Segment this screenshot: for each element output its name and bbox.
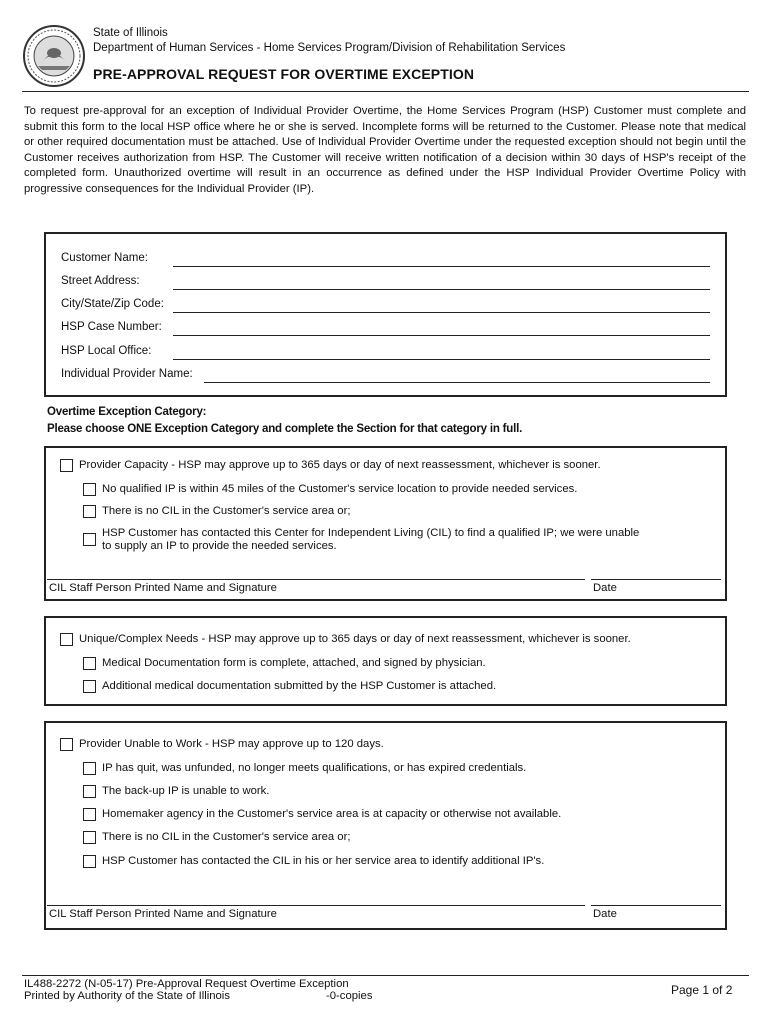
homemaker-agency-label: Homemaker agency in the Customer's service area is at capacity or otherwise not available. [102, 808, 562, 820]
no-cil-area-checkbox[interactable] [83, 831, 96, 844]
cil-signature-line[interactable] [47, 579, 585, 580]
category-heading: Overtime Exception Category: [47, 406, 207, 418]
street-address-field[interactable] [173, 289, 710, 290]
department-name: Department of Human Services - Home Services Program/Division of Rehabilitation Services [93, 42, 566, 54]
no-qualified-ip-label: No qualified IP is within 45 miles of the Customer's service location to provide needed services. [102, 483, 578, 495]
provider-name-field[interactable] [204, 382, 710, 383]
cil-date-label-2: Date [593, 908, 617, 920]
provider-capacity-label: Provider Capacity - HSP may approve up to 365 days or day of next reassessment, whichever is sooner. [79, 459, 601, 471]
printed-by-authority: Printed by Authority of the State of Illinois [24, 990, 230, 1002]
cil-identify-checkbox[interactable] [83, 855, 96, 868]
header-divider [22, 91, 749, 92]
cil-signature-line-2[interactable] [47, 905, 585, 906]
no-cil-label: There is no CIL in the Customer's service area or; [102, 505, 351, 517]
medical-doc-label: Medical Documentation form is complete, attached, and signed by physician. [102, 657, 486, 669]
cil-signature-label: CIL Staff Person Printed Name and Signature [49, 582, 277, 594]
additional-doc-checkbox[interactable] [83, 680, 96, 693]
no-cil-area-label: There is no CIL in the Customer's service area or; [102, 831, 351, 843]
ip-quit-label: IP has quit, was unfunded, no longer meets qualifications, or has expired credentials. [102, 762, 527, 774]
customer-name-label: Customer Name: [61, 252, 148, 264]
cil-contacted-checkbox[interactable] [83, 533, 96, 546]
provider-capacity-checkbox[interactable] [60, 459, 73, 472]
hsp-local-office-field[interactable] [173, 359, 710, 360]
form-identifier: IL488-2272 (N-05-17) Pre-Approval Request Overtime Exception [24, 978, 349, 990]
unique-complex-checkbox[interactable] [60, 633, 73, 646]
copies-count: -0-copies [326, 990, 373, 1002]
provider-unable-section [44, 721, 727, 930]
cil-date-line[interactable] [591, 579, 721, 580]
agency-name: State of Illinois [93, 27, 168, 39]
intro-paragraph: To request pre-approval for an exception of Individual Provider Overtime, the Home Services Program (HSP) Customer must complete and submit this form to the local HSP office where he or she is served. Incomplete forms will be returned to the Customer. Please note that medical or other required documentation must be attached. Use of Individual Provider Overtime under the requested exception should not begin until the Customer receives authorization from HSP. The Customer will receive written notification of a decision within 30 days of HSP's receipt of the completed form. Unauthorized overtime will result in an occurrence as defined under the HSP Individual Provider Overtime Policy with progressive consequences for the Individual Provider (IP). [24, 105, 746, 195]
street-address-label: Street Address: [61, 275, 140, 287]
backup-ip-label: The back-up IP is unable to work. [102, 785, 270, 797]
cil-date-label: Date [593, 582, 617, 594]
hsp-case-number-field[interactable] [173, 335, 710, 336]
no-cil-checkbox[interactable] [83, 505, 96, 518]
provider-unable-checkbox[interactable] [60, 738, 73, 751]
page-number: Page 1 of 2 [671, 983, 733, 997]
city-state-zip-field[interactable] [173, 312, 710, 313]
customer-name-field[interactable] [173, 266, 710, 267]
form-title: PRE-APPROVAL REQUEST FOR OVERTIME EXCEPTION [93, 66, 475, 82]
cil-date-line-2[interactable] [591, 905, 721, 906]
no-qualified-ip-checkbox[interactable] [83, 483, 96, 496]
ip-quit-checkbox[interactable] [83, 762, 96, 775]
cil-signature-label-2: CIL Staff Person Printed Name and Signature [49, 908, 277, 920]
cil-contacted-label-line1: HSP Customer has contacted this Center for Independent Living (CIL) to find a qualified IP; we were unable [102, 527, 640, 539]
hsp-case-number-label: HSP Case Number: [61, 321, 162, 333]
city-state-zip-label: City/State/Zip Code: [61, 298, 164, 310]
provider-unable-label: Provider Unable to Work - HSP may approve up to 120 days. [79, 738, 384, 750]
additional-doc-label: Additional medical documentation submitted by the HSP Customer is attached. [102, 680, 497, 692]
state-seal-logo [22, 24, 86, 88]
hsp-local-office-label: HSP Local Office: [61, 345, 152, 357]
provider-name-label: Individual Provider Name: [61, 368, 193, 380]
medical-doc-checkbox[interactable] [83, 657, 96, 670]
category-instructions: Please choose ONE Exception Category and complete the Section for that category in full. [47, 423, 523, 435]
homemaker-agency-checkbox[interactable] [83, 808, 96, 821]
footer-divider [22, 975, 749, 976]
unique-complex-label: Unique/Complex Needs - HSP may approve up to 365 days or day of next reassessment, whichever is sooner. [79, 633, 631, 645]
cil-contacted-label-line2: to supply an IP to provide the needed services. [102, 540, 337, 552]
backup-ip-checkbox[interactable] [83, 785, 96, 798]
cil-identify-label: HSP Customer has contacted the CIL in his or her service area to identify additional IP's. [102, 855, 545, 867]
